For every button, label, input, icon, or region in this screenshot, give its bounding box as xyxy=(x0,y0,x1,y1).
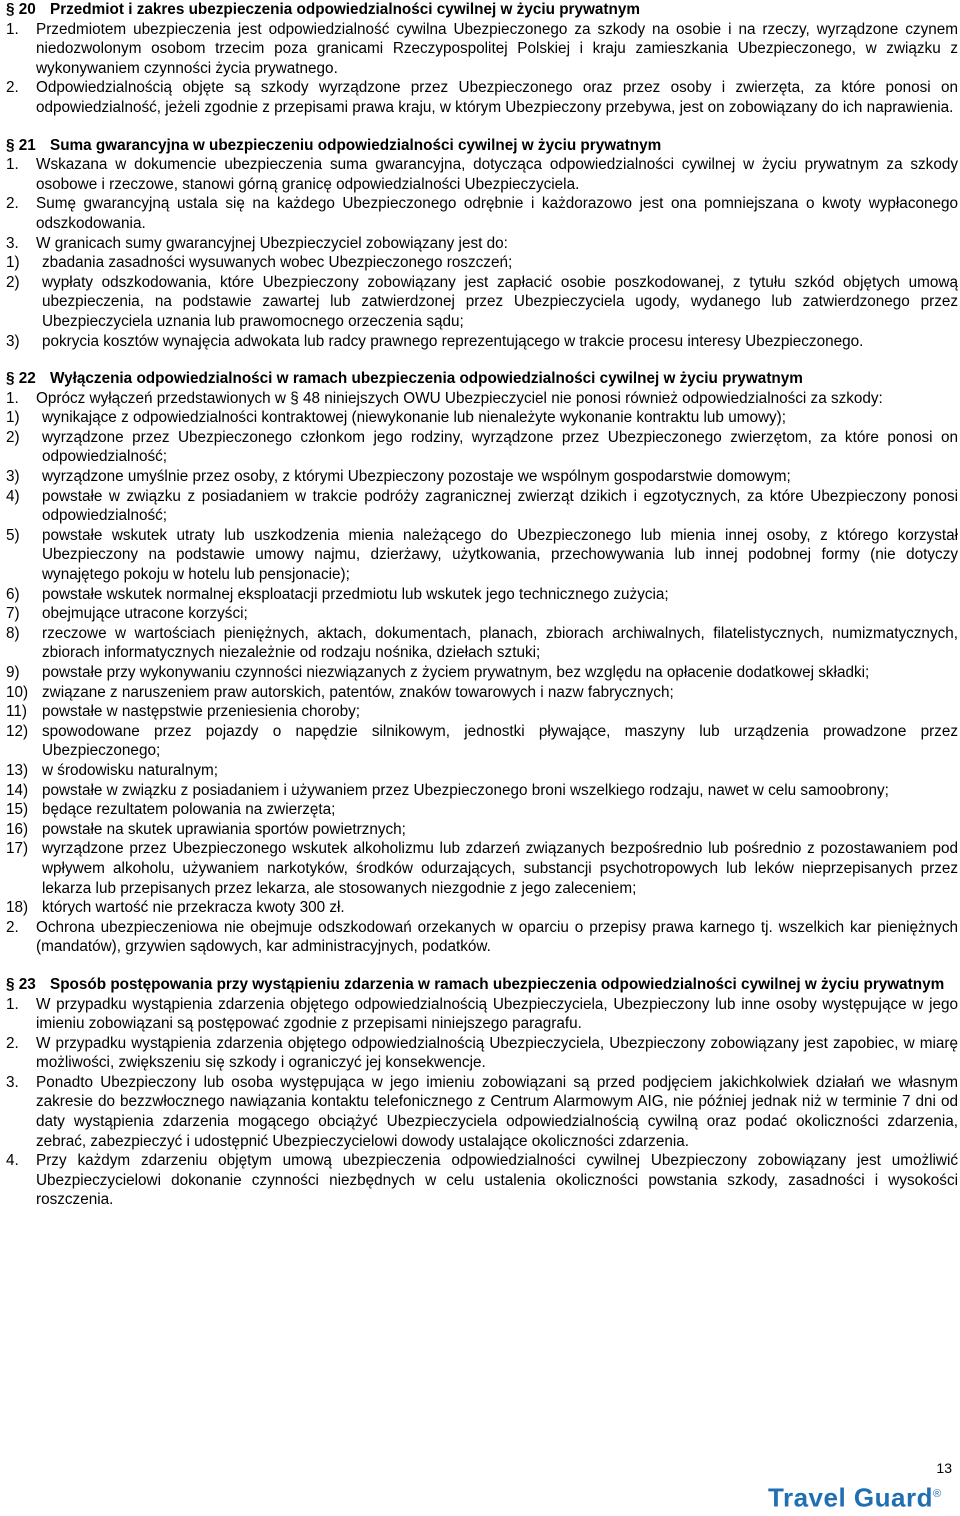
list-item-number: 12) xyxy=(6,722,29,740)
list-item-text: będące rezultatem polowania na zwierzęta; xyxy=(42,801,336,819)
list-item xyxy=(6,781,958,801)
list-item-text: wypłaty odszkodowania, które Ubezpieczony zobowiązany jest zapłacić osobie poszkodowanej, z tytułu szkód objętych umową ubezpieczenia, na podstawie zawartej lub zatwierdzonej przez Ubezpieczyciela ugody, wydanego lub zatwierdzonego przez Ubezpieczyciela uznania lub prawomocnego orzeczenia sądu; xyxy=(42,273,958,330)
list-item xyxy=(6,761,958,781)
paragraph-text: W granicach sumy gwarancyjnej Ubezpieczyciel zobowiązany jest do: xyxy=(36,234,508,252)
section-21-heading xyxy=(6,136,958,156)
list-item-text: wyrządzone przez Ubezpieczonego członkom jego rodziny, wyrządzone przez Ubezpieczonego zwierzętom, za które ponosi on odpowiedzialność; xyxy=(42,428,958,466)
paragraph-text: Oprócz wyłączeń przedstawionych w § 48 niniejszych OWU Ubezpieczyciel nie ponosi również odpowiedzialności za szkody: xyxy=(36,389,883,407)
list-item-text: powstałe w następstwie przeniesienia choroby; xyxy=(42,703,361,721)
paragraph xyxy=(6,918,958,957)
list-item-text: powstałe wskutek normalnej eksploatacji przedmiotu lub wskutek jego technicznego zużycia; xyxy=(42,585,669,603)
list-item xyxy=(6,800,958,820)
section-number: § 22 xyxy=(6,370,36,388)
list-item-number: 18) xyxy=(6,899,29,917)
list-item xyxy=(6,526,958,585)
paragraph-text: W przypadku wystąpienia zdarzenia objętego odpowiedzialnością Ubezpieczyciela, Ubezpieczony lub inne osoby występujące w jego imieniu zobowiązani są postępować zgodnie z przepisami niniejszego paragrafu. xyxy=(36,995,958,1033)
list-item-text: powstałe przy wykonywaniu czynności niezwiązanych z życiem prywatnym, bez względu na opłacenie dodatkowej składki; xyxy=(42,664,870,681)
section-20-paragraphs xyxy=(6,20,958,118)
paragraph-text: Odpowiedzialnością objęte są szkody wyrządzone przez Ubezpieczonego oraz przez osoby i zwierzęta, za które ponosi on odpowiedzialność, jeżeli zgodnie z przepisami prawa kraju, w którym Ubezpieczony przebywa, jest on zobowiązany do ich naprawienia. xyxy=(36,79,958,116)
list-item-text: powstałe w związku z posiadaniem i używaniem przez Ubezpieczonego broni wszelkiego rodzaju, nawet w celu samoobrony; xyxy=(42,781,889,799)
section-22-items xyxy=(6,408,958,917)
list-item-number: 17) xyxy=(6,840,29,858)
list-item-number: 11) xyxy=(6,703,27,721)
paragraph-number: 3. xyxy=(6,1073,19,1091)
list-item-text: powstałe na skutek uprawiania sportów powietrznych; xyxy=(42,820,406,838)
paragraph xyxy=(6,78,958,117)
list-item-text: wyrządzone umyślnie przez osoby, z którymi Ubezpieczony pozostaje we wspólnym gospodarstwie domowym; xyxy=(42,468,791,486)
logo-text: Travel Guard xyxy=(768,1482,933,1513)
registered-mark: ® xyxy=(932,1488,942,1500)
paragraph-text: Przedmiotem ubezpieczenia jest odpowiedzialność cywilna Ubezpieczonego za szkody na osobie i na rzeczy, wyrządzone czynem niedozwolonym osobom trzecim poza granicami Rzeczypospolitej Polskiej i kraju zamieszkania Ubezpieczonego, w związku z wykonywaniem czynności życia prywatnego. xyxy=(36,20,958,77)
paragraph-number: 4. xyxy=(6,1152,19,1170)
list-item-text: wynikające z odpowiedzialności kontraktowej (niewykonanie lub nienależyte wykonanie kontraktu lub umowy); xyxy=(42,409,786,427)
paragraph-text: Sumę gwarancyjną ustala się na każdego Ubezpieczonego odrębnie i każdorazowo jest ona pomniejszana o kwoty wypłaconego odszkodowania. xyxy=(36,195,958,232)
paragraph-number: 2. xyxy=(6,195,19,213)
list-item-number: 10) xyxy=(6,683,29,701)
section-21-paragraphs xyxy=(6,155,958,253)
section-title: Suma gwarancyjna w ubezpieczeniu odpowiedzialności cywilnej w życiu prywatnym xyxy=(50,136,662,154)
list-item-text: w środowisku naturalnym; xyxy=(42,761,218,779)
list-item xyxy=(6,585,958,605)
paragraph-text: W przypadku wystąpienia zdarzenia objętego odpowiedzialnością Ubezpieczyciela, Ubezpieczony zobowiązany jest zapobiec, w miarę możliwości, zwiększeniu się szkody i ograniczyć jej konsekwencje. xyxy=(36,1034,958,1072)
list-item-text: pokrycia kosztów wynajęcia adwokata lub radcy prawnego reprezentującego w trakcie procesu interesy Ubezpieczonego. xyxy=(42,332,864,350)
list-item-number: 8) xyxy=(6,624,20,642)
list-item-number: 4) xyxy=(6,487,20,505)
list-item-number: 16) xyxy=(6,820,29,838)
paragraph-number: 1. xyxy=(6,156,19,174)
list-item xyxy=(6,624,958,663)
section-title: Wyłączenia odpowiedzialności w ramach ubezpieczenia odpowiedzialności cywilnej w życiu prywatnym xyxy=(50,370,803,388)
section-title: Przedmiot i zakres ubezpieczenia odpowiedzialności cywilnej w życiu prywatnym xyxy=(50,1,640,18)
section-title: Sposób postępowania przy wystąpieniu zdarzenia w ramach ubezpieczenia odpowiedzialności cywilnej w życiu prywatnym xyxy=(50,975,945,993)
list-item-number: 15) xyxy=(6,801,29,819)
list-item-number: 5) xyxy=(6,526,20,544)
paragraph-number: 1. xyxy=(6,389,19,407)
section-number: § 21 xyxy=(6,136,36,154)
list-item xyxy=(6,604,958,624)
list-item xyxy=(6,332,958,352)
paragraph xyxy=(6,155,958,194)
list-item xyxy=(6,467,958,487)
list-item-text: wyrządzone przez Ubezpieczonego wskutek alkoholizmu lub zdarzeń związanych bezpośrednio lub pośrednio z pozostawaniem pod wpływem alkoholu, używaniem narkotyków, środków odurzających, substancji psychotropowych lub leków nieprzepisanych przez lekarza lub przepisanych przez lekarza, ale stosowanych niezgodnie z jego zaleceniem; xyxy=(42,840,958,897)
section-21-items xyxy=(6,253,958,351)
section-20-heading xyxy=(6,0,958,20)
paragraph xyxy=(6,1151,958,1210)
list-item-number: 9) xyxy=(6,664,20,681)
paragraph-text: Przy każdym zdarzeniu objętym umową ubezpieczenia odpowiedzialności cywilnej Ubezpieczony zobowiązany jest umożliwić Ubezpieczycielowi dokonanie czynności niezbędnych w celu ustalenia okoliczności powstania szkody, zasadności i wysokości roszczenia. xyxy=(36,1152,958,1209)
paragraph-number: 1. xyxy=(6,995,19,1013)
paragraph-text: Wskazana w dokumencie ubezpieczenia suma gwarancyjna, dotycząca odpowiedzialności cywilnej w życiu prywatnym za szkody osobowe i rzeczowe, stanowi górną granicę odpowiedzialności Ubezpieczyciela. xyxy=(36,156,958,193)
list-item xyxy=(6,722,958,761)
list-item xyxy=(6,663,958,683)
list-item-number: 7) xyxy=(6,605,20,623)
paragraph-number: 2. xyxy=(6,1034,19,1052)
paragraph xyxy=(6,20,958,79)
paragraph-number: 2. xyxy=(6,918,19,936)
section-22-heading xyxy=(6,369,958,389)
list-item-number: 6) xyxy=(6,585,20,603)
list-item-number: 14) xyxy=(6,781,29,799)
list-item xyxy=(6,408,958,428)
paragraph xyxy=(6,194,958,233)
list-item-number: 2) xyxy=(6,273,20,291)
paragraph-number: 3. xyxy=(6,234,19,252)
paragraph xyxy=(6,389,958,409)
list-item-text: spowodowane przez pojazdy o napędzie silnikowym, jednostki pływające, maszyny lub urządzenia prowadzone przez Ubezpieczonego; xyxy=(42,722,958,760)
list-item xyxy=(6,428,958,467)
list-item xyxy=(6,273,958,332)
list-item-text: zbadania zasadności wysuwanych wobec Ubezpieczonego roszczeń; xyxy=(42,254,513,272)
list-item xyxy=(6,820,958,840)
list-item-text: powstałe wskutek utraty lub uszkodzenia mienia należącego do Ubezpieczonego lub mienia innej osoby, z którego korzystał Ubezpieczony na podstawie umowy najmu, dzierżawy, użytkowania, przechowywania lub innej podobnej formy (nie dotyczy wynajętego pokoju w hotelu lub pensjonacie); xyxy=(42,526,958,584)
paragraph-number: 2. xyxy=(6,79,19,97)
section-number: § 23 xyxy=(6,975,36,993)
list-item-number: 2) xyxy=(6,428,20,446)
list-item-text: związane z naruszeniem praw autorskich, patentów, znaków towarowych i nazw fabrycznych; xyxy=(42,683,674,701)
list-item-number: 13) xyxy=(6,761,29,779)
paragraph xyxy=(6,1034,958,1073)
section-number: § 20 xyxy=(6,1,36,18)
list-item-number: 1) xyxy=(6,409,20,427)
paragraph-text: Ponadto Ubezpieczony lub osoba występująca w jego imieniu zobowiązani są przed podjęciem jakichkolwiek działań we własnym zakresie do bezzwłocznego nawiązania kontaktu telefonicznego z Centrum Alarmowym AIG, nie później jednak niż w terminie 7 dni od daty wystąpienia zdarzenia mogącego obciążyć Ubezpieczyciela odpowiedzialnością cywilną oraz podać okoliczności zdarzenia, zebrać, zabezpieczyć i udostępnić Ubezpieczycielowi dowody ustalające okoliczności zdarzenia. xyxy=(36,1073,958,1150)
list-item xyxy=(6,702,958,722)
paragraph xyxy=(6,995,958,1034)
page-number: 13 xyxy=(936,1460,952,1476)
section-23-paragraphs xyxy=(6,995,958,1211)
list-item-text: powstałe w związku z posiadaniem w trakcie podróży zagranicznej zwierząt dzikich i egzotycznych, za które Ubezpieczony ponosi odpowiedzialność; xyxy=(42,487,958,525)
list-item-number: 3) xyxy=(6,332,20,350)
paragraph xyxy=(6,234,958,254)
paragraph-number: 1. xyxy=(6,20,19,38)
list-item xyxy=(6,253,958,273)
section-23-heading xyxy=(6,975,958,995)
list-item-text: obejmujące utracone korzyści; xyxy=(42,605,248,623)
list-item xyxy=(6,683,958,703)
list-item-number: 3) xyxy=(6,468,20,486)
travel-guard-logo xyxy=(768,1482,942,1513)
list-item xyxy=(6,898,958,918)
paragraph-text: Ochrona ubezpieczeniowa nie obejmuje odszkodowań orzekanych w oparciu o przepisy prawa karnego tj. wszelkich kar pieniężnych (mandatów), grzywien sądowych, kar administracyjnych, podatków. xyxy=(36,918,958,956)
list-item xyxy=(6,487,958,526)
list-item xyxy=(6,839,958,898)
paragraph xyxy=(6,1073,958,1151)
list-item-text: których wartość nie przekracza kwoty 300 zł. xyxy=(42,899,345,917)
document-page xyxy=(6,0,958,1210)
list-item-number: 1) xyxy=(6,254,20,272)
list-item-text: rzeczowe w wartościach pieniężnych, aktach, dokumentach, planach, zbiorach archiwalnych, filatelistycznych, numizmatycznych, zbiorach informatycznych niezależnie od rodzaju nośnika, dziełach sztuki; xyxy=(42,624,958,662)
